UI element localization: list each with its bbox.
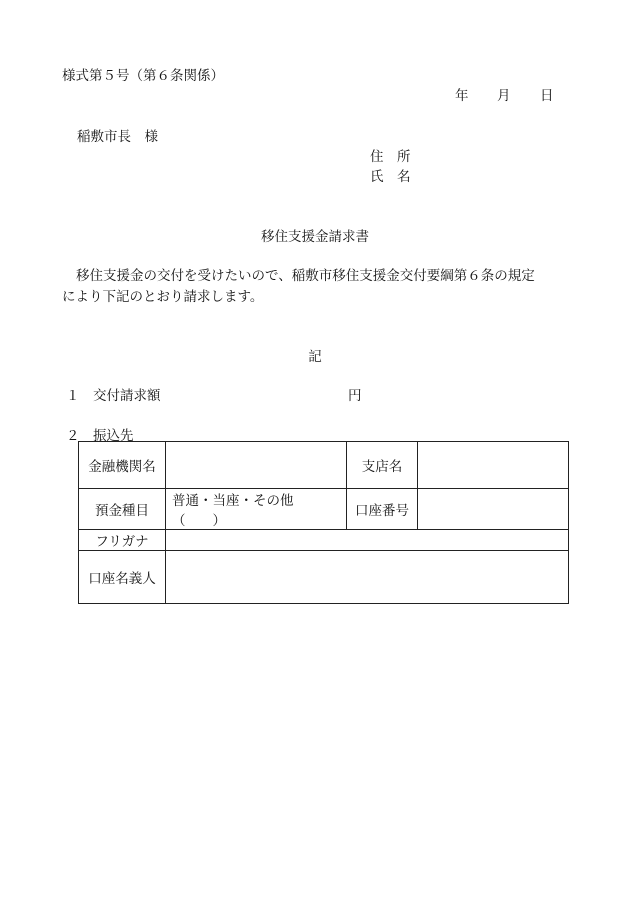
date-year-label: 年 (455, 88, 469, 104)
body-text-line-1: 移住支援金の交付を受けたいので、稲敷市移住支援金交付要綱第６条の規定 (76, 268, 535, 284)
furigana-label: フリガナ (79, 530, 166, 551)
table-row (79, 530, 569, 551)
date-day-label: 日 (540, 88, 554, 104)
item1-unit: 円 (348, 388, 362, 404)
table-row (79, 489, 569, 530)
item1-label: 交付請求額 (93, 388, 161, 404)
name-label: 氏 名 (370, 169, 411, 185)
bank-details-table (78, 441, 569, 604)
item2-number: ２ (66, 428, 80, 444)
ki-heading: 記 (308, 349, 322, 365)
institution-field[interactable] (166, 442, 347, 489)
account-number-field[interactable] (418, 489, 569, 530)
date-month-label: 月 (497, 88, 511, 104)
account-number-label: 口座番号 (347, 489, 418, 530)
form-number: 様式第５号（第６条関係） (62, 68, 224, 84)
branch-label: 支店名 (347, 442, 418, 489)
table-row (79, 442, 569, 489)
body-text-line-2: により下記のとおり請求します。 (62, 289, 264, 305)
furigana-field[interactable] (166, 530, 569, 551)
branch-field[interactable] (418, 442, 569, 489)
account-holder-label: 口座名義人 (79, 551, 166, 604)
deposit-type-options[interactable]: 普通・当座・その他（ ） (166, 489, 347, 530)
item1-number: １ (66, 388, 80, 404)
deposit-type-label: 預金種目 (79, 489, 166, 530)
document-title: 移住支援金請求書 (261, 229, 369, 245)
address-label: 住 所 (370, 149, 411, 165)
addressee: 稲敷市長 様 (77, 129, 158, 145)
item2-label: 振込先 (93, 428, 134, 444)
table-row (79, 551, 569, 604)
institution-label: 金融機関名 (79, 442, 166, 489)
account-holder-field[interactable] (166, 551, 569, 604)
